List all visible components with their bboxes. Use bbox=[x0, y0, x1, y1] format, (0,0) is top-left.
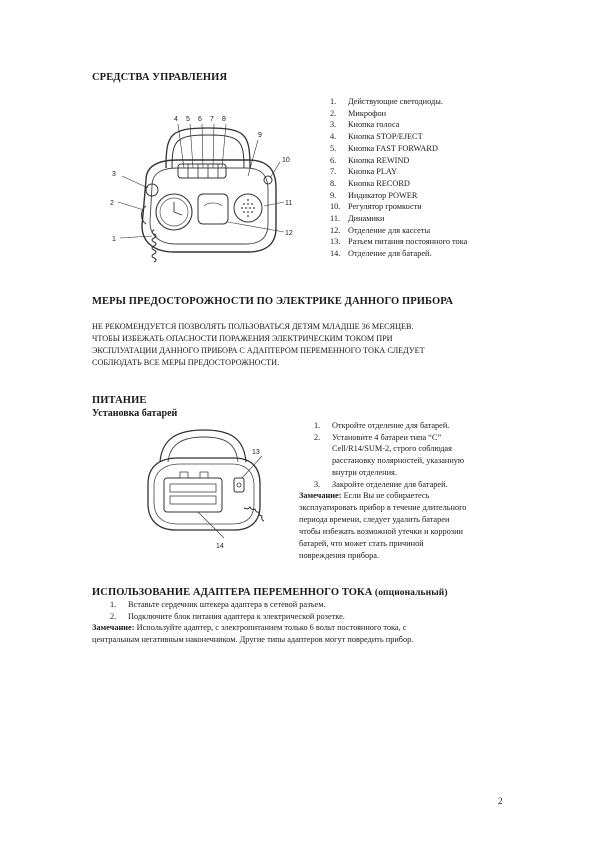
list-item: 13. Разъем питания постоянного тока bbox=[330, 237, 468, 247]
list-item: 2. Подключите блок питания адаптера к электрической розетке. bbox=[110, 611, 345, 621]
list-item: 9. Индикатор POWER bbox=[330, 190, 418, 200]
battery-install-subheading: Установка батарей bbox=[92, 408, 178, 419]
safety-text bbox=[92, 321, 562, 369]
list-item: 4. Кнопка STOP/EJECT bbox=[330, 132, 423, 142]
controls-list bbox=[330, 96, 580, 260]
page-number: 2 bbox=[498, 796, 503, 806]
list-item: 14. Отделение для батарей. bbox=[330, 249, 432, 259]
callout-1: 1 bbox=[112, 236, 116, 243]
list-item: 5. Кнопка FAST FORWARD bbox=[330, 143, 438, 153]
battery-note: Замечание: Если Вы не собираетесь эксплуатировать прибор в течение длительного периода времени, следует удалить батареи чтобы избежать возможной утечки и коррозии батарей, что может стать причиной повреждения прибора. bbox=[299, 491, 467, 560]
callout-12: 12 bbox=[285, 230, 293, 237]
list-item: 7. Кнопка PLAY bbox=[330, 167, 398, 177]
list-item: 11. Динамики bbox=[330, 214, 385, 224]
battery-steps-list bbox=[314, 420, 544, 490]
safety-line: СОБЛЮДАТЬ ВСЕ МЕРЫ ПРЕДОСТОРОЖНОСТИ. bbox=[92, 358, 280, 367]
callout-13: 13 bbox=[252, 449, 260, 456]
list-item: 12. Отделение для кассеты bbox=[330, 225, 431, 235]
list-item: 2. Микрофон bbox=[330, 108, 387, 118]
callout-6: 6 bbox=[198, 116, 202, 123]
adapter-heading: ИСПОЛЬЗОВАНИЕ АДАПТЕРА ПЕРЕМЕННОГО ТОКА (опциональный) bbox=[92, 587, 448, 598]
callout-9: 9 bbox=[258, 132, 262, 139]
adapter-steps-list bbox=[110, 599, 530, 622]
safety-line: ЭКСПЛУАТАЦИИ ДАННОГО ПРИБОРА С АДАПТЕРОМ ПЕРЕМЕННОГО ТОКА СЛЕДУЕТ bbox=[92, 346, 425, 355]
safety-heading: МЕРЫ ПРЕДОСТОРОЖНОСТИ ПО ЭЛЕКТРИКЕ ДАННОГО ПРИБОРА bbox=[92, 296, 454, 307]
list-item: 10. Регулятор громкости bbox=[330, 202, 422, 212]
safety-line: НЕ РЕКОМЕНДУЕТСЯ ПОЗВОЛЯТЬ ПОЛЬЗОВАТЬСЯ ДЕТЯМ МЛАДШЕ 36 МЕСЯЦЕВ. bbox=[92, 322, 414, 331]
callout-5: 5 bbox=[186, 116, 190, 123]
device-back-illustration bbox=[138, 422, 268, 552]
callout-14: 14 bbox=[216, 543, 224, 550]
note-label: Замечание: bbox=[92, 623, 135, 632]
list-item: 1. Вставьте сердечник штекера адаптера в сетевой разъем. bbox=[110, 600, 326, 609]
list-item: 2. Установите 4 батареи типа “С” Cell/R14/SUM-2, строго соблюдая расстановку полярностей, указанную внутри отделения. bbox=[314, 432, 465, 477]
callout-10: 10 bbox=[282, 157, 290, 164]
callout-7: 7 bbox=[210, 116, 214, 123]
power-heading: ПИТАНИЕ bbox=[92, 395, 147, 406]
note-label: Замечание: bbox=[299, 491, 342, 500]
callout-2: 2 bbox=[110, 200, 114, 207]
callout-3: 3 bbox=[112, 171, 116, 178]
callout-4: 4 bbox=[174, 116, 178, 123]
list-item: 1. Откройте отделение для батарей. bbox=[314, 421, 450, 430]
list-item: 8. Кнопка RECORD bbox=[330, 178, 410, 188]
callout-8: 8 bbox=[222, 116, 226, 123]
list-item: 6. Кнопка REWIND bbox=[330, 155, 410, 165]
list-item: 3. Кнопка голоса bbox=[330, 120, 400, 130]
controls-heading: СРЕДСТВА УПРАВЛЕНИЯ bbox=[92, 72, 228, 83]
safety-line: ЧТОБЫ ИЗБЕЖАТЬ ОПАСНОСТИ ПОРАЖЕНИЯ ЭЛЕКТРИЧЕСКИМ ТОКОМ ПРИ bbox=[92, 334, 393, 343]
adapter-note: Замечание: Используйте адаптер, с электропитанием только 6 вольт постоянного тока, с центральным негативным наконечником. Другие типы адаптеров могут повредить прибор. bbox=[92, 623, 414, 644]
callout-11: 11 bbox=[285, 200, 293, 207]
device-front-illustration bbox=[108, 110, 308, 280]
list-item: 3. Закройте отделение для батарей. bbox=[314, 479, 448, 489]
list-item: 1. Действующие светодиоды. bbox=[330, 97, 443, 106]
